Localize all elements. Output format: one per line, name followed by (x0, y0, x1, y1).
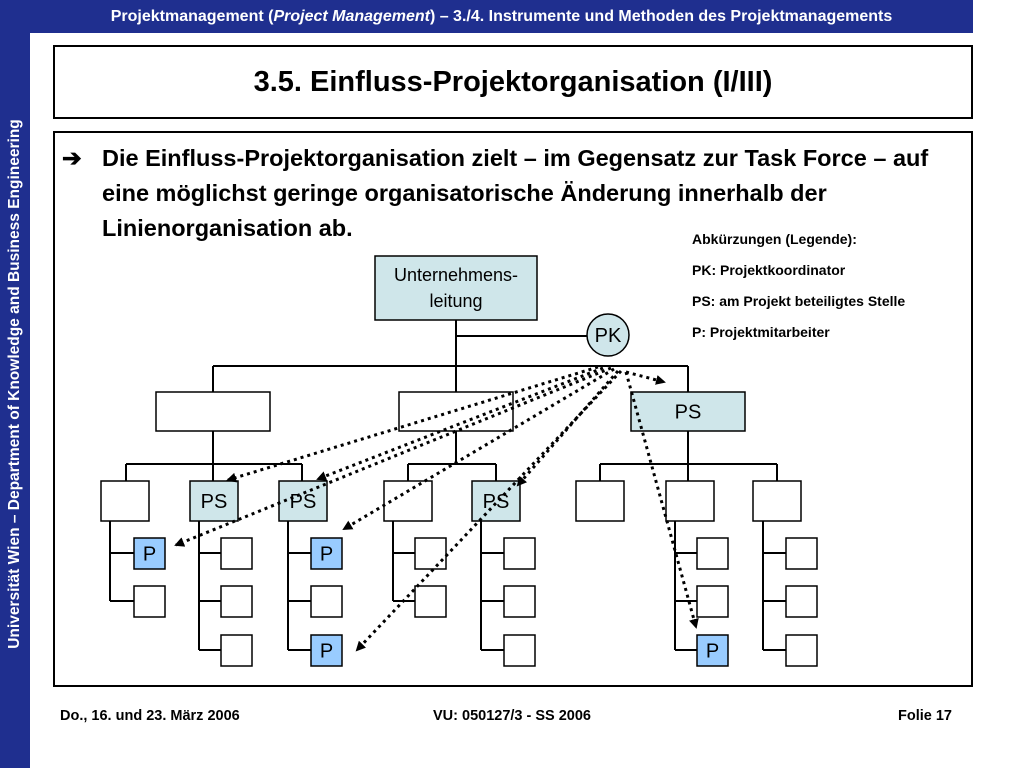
footer-date: Do., 16. und 23. März 2006 (60, 708, 240, 724)
box-small-4-2 (504, 635, 535, 666)
box-small-6-2 (786, 635, 817, 666)
box-department-ps-label: PS (674, 401, 702, 424)
footer-slide-number: Folie 17 (898, 708, 952, 724)
box-p-2-2-label: P (319, 640, 334, 663)
box-small-4-1 (504, 586, 535, 617)
sidebar-label: Universität Wien – Department of Knowledge and Business Engineering (6, 119, 23, 649)
box-small-1-1 (221, 586, 252, 617)
box-small-2-1 (311, 586, 342, 617)
header-prefix: Projektmanagement ( (110, 8, 274, 25)
box-l2-ps-1-label: PS (200, 491, 228, 514)
unternehmensleitung-line1: Unternehmens- (393, 265, 519, 285)
box-small-3-1 (415, 586, 446, 617)
box-l2-1 (101, 481, 149, 521)
header-suffix: ) – 3./4. Instrumente und Methoden des Projektmanagements (429, 8, 893, 25)
bullet-text: Die Einfluss-Projektorganisation zielt – im Gegensatz zur Task Force – auf eine möglichst geringe organisatorische Änderung innerhalb der Linienorganisation ab. (102, 145, 929, 241)
arrow-icon: ➔ (62, 145, 82, 171)
org-boxes (101, 256, 817, 666)
legend-item-ps: PS: am Projekt beteiligtes Stelle (692, 293, 906, 309)
box-l2-4 (384, 481, 432, 521)
box-small-4-0 (504, 538, 535, 569)
box-small-1-0 (221, 538, 252, 569)
unternehmensleitung-line2: leitung (429, 291, 483, 311)
dotted-arrow-6 (626, 372, 664, 382)
box-small-6-1 (786, 586, 817, 617)
box-l2-ps-3-label: PS (482, 491, 510, 514)
box-p-0-0-label: P (142, 543, 157, 566)
box-l2-6 (576, 481, 624, 521)
pk-label: PK (594, 325, 622, 347)
box-small-5-0 (697, 538, 728, 569)
legend-item-p: P: Projektmitarbeiter (692, 324, 830, 340)
box-l2-ps-2-label: PS (289, 491, 317, 514)
footer-course: VU: 050127/3 - SS 2006 (433, 708, 591, 724)
box-p-2-0-label: P (319, 543, 334, 566)
box-small-1-2 (221, 635, 252, 666)
legend-item-pk: PK: Projektkoordinator (692, 262, 846, 278)
box-department-1 (156, 392, 270, 431)
box-l2-8 (753, 481, 801, 521)
header-italic: Project Management (273, 8, 430, 25)
slide-title: 3.5. Einfluss-Projektorganisation (I/III) (253, 65, 773, 98)
box-small-0-1 (134, 586, 165, 617)
legend-title: Abkürzungen (Legende): (692, 231, 857, 247)
box-p-5-2-label: P (705, 640, 720, 663)
box-small-3-0 (415, 538, 446, 569)
box-small-5-1 (697, 586, 728, 617)
box-l2-7 (666, 481, 714, 521)
box-small-6-0 (786, 538, 817, 569)
